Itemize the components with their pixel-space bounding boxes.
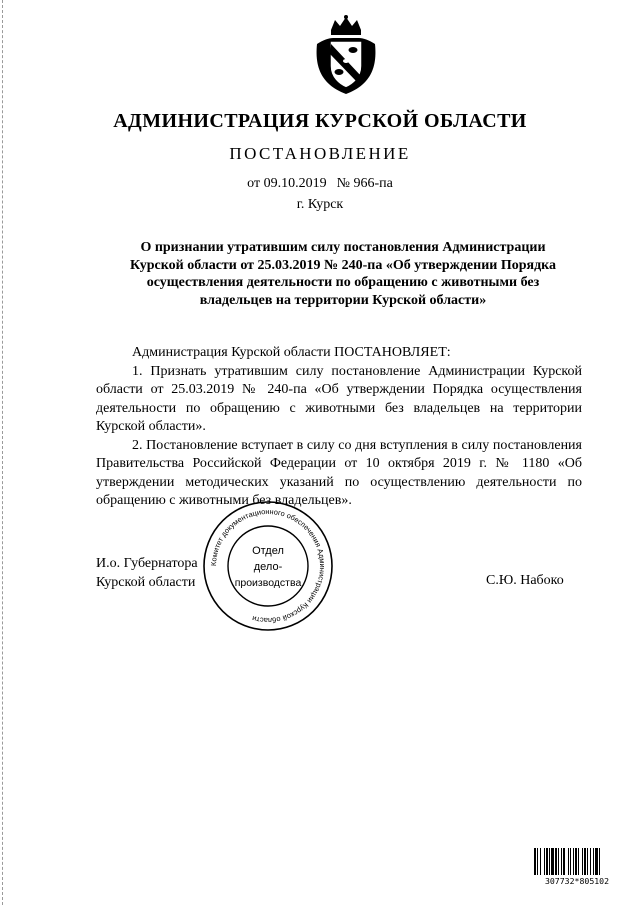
document-title-line: О признании утратившим силу постановления Администрации	[140, 240, 546, 255]
body-item-1: 1. Признать утратившим силу постановление Администрации Курской области от 25.03.2019 № 240-па «Об утверждении Порядка осуществления деятельности по обращению с животными без владельцев на территории Курской области».	[96, 363, 582, 434]
barcode-bars	[534, 848, 600, 875]
body-intro: Администрация Курской области ПОСТАНОВЛЯЕТ:	[132, 345, 451, 360]
organization-title: АДМИНИСТРАЦИЯ КУРСКОЙ ОБЛАСТИ	[113, 110, 527, 132]
barcode-bar	[584, 848, 586, 875]
document-title-line: Курской области от 25.03.2019 № 240-па «Об утверждении Порядка	[129, 257, 557, 273]
document-title-line: владельцев на территории Курской области»	[199, 292, 487, 308]
coat-of-arms-emblem	[313, 14, 379, 96]
document-city: г. Курск	[296, 197, 344, 212]
barcode-bar	[551, 848, 554, 875]
document-number: № 966-па	[336, 176, 393, 191]
barcode-bar	[570, 848, 571, 875]
barcode-bar	[582, 848, 583, 875]
barcode-bar	[573, 848, 574, 875]
office-stamp	[200, 498, 336, 634]
barcode-bar	[546, 848, 548, 875]
scan-edge-line	[2, 0, 5, 905]
signatory-name: С.Ю. Набоко	[486, 573, 564, 588]
barcode-number: 307732*805102	[544, 876, 610, 886]
barcode-bar	[593, 848, 594, 875]
barcode-bar	[558, 848, 559, 875]
document-title-line: осуществления деятельности по обращению с животными без	[146, 275, 540, 290]
barcode-bar	[599, 848, 600, 875]
barcode-bar	[578, 848, 579, 875]
barcode-bar	[540, 848, 541, 875]
barcode-bar	[555, 848, 557, 875]
stamp-center-line: производства	[234, 577, 302, 589]
barcode-bar	[568, 848, 569, 875]
signatory-position	[96, 555, 198, 592]
barcode-bar	[534, 848, 536, 875]
document-title	[108, 239, 578, 309]
barcode-bar	[587, 848, 588, 875]
barcode-bar	[563, 848, 565, 875]
barcode-bar	[544, 848, 545, 875]
document-type: ПОСТАНОВЛЕНИЕ	[229, 144, 411, 163]
signatory-position-line: Курской области	[96, 574, 196, 590]
barcode-bar	[590, 848, 591, 875]
barcode-bar	[595, 848, 598, 875]
barcode-bar	[575, 848, 577, 875]
document-date: от 09.10.2019	[247, 176, 327, 191]
document-date-number	[0, 176, 640, 192]
document-body	[96, 344, 582, 511]
body-item-2: 2. Постановление вступает в силу со дня вступления в силу постановления Правительства Российской Федерации от 10 октября 2019 г. № 1180 «Об утверждении методических указаний по осуществлению деятельности по обращению с животными без владельцев».	[96, 437, 582, 508]
signatory-position-line: И.о. Губернатора	[96, 556, 198, 571]
stamp-center-line: Отдел	[252, 545, 284, 557]
barcode-bar	[561, 848, 562, 875]
barcode-bar	[549, 848, 550, 875]
barcode	[533, 848, 621, 886]
stamp-ring-text: Комитет документационного обеспечения Администрации Курской области	[208, 506, 328, 626]
stamp-center-line: дело-	[253, 561, 283, 573]
barcode-bar	[537, 848, 538, 875]
